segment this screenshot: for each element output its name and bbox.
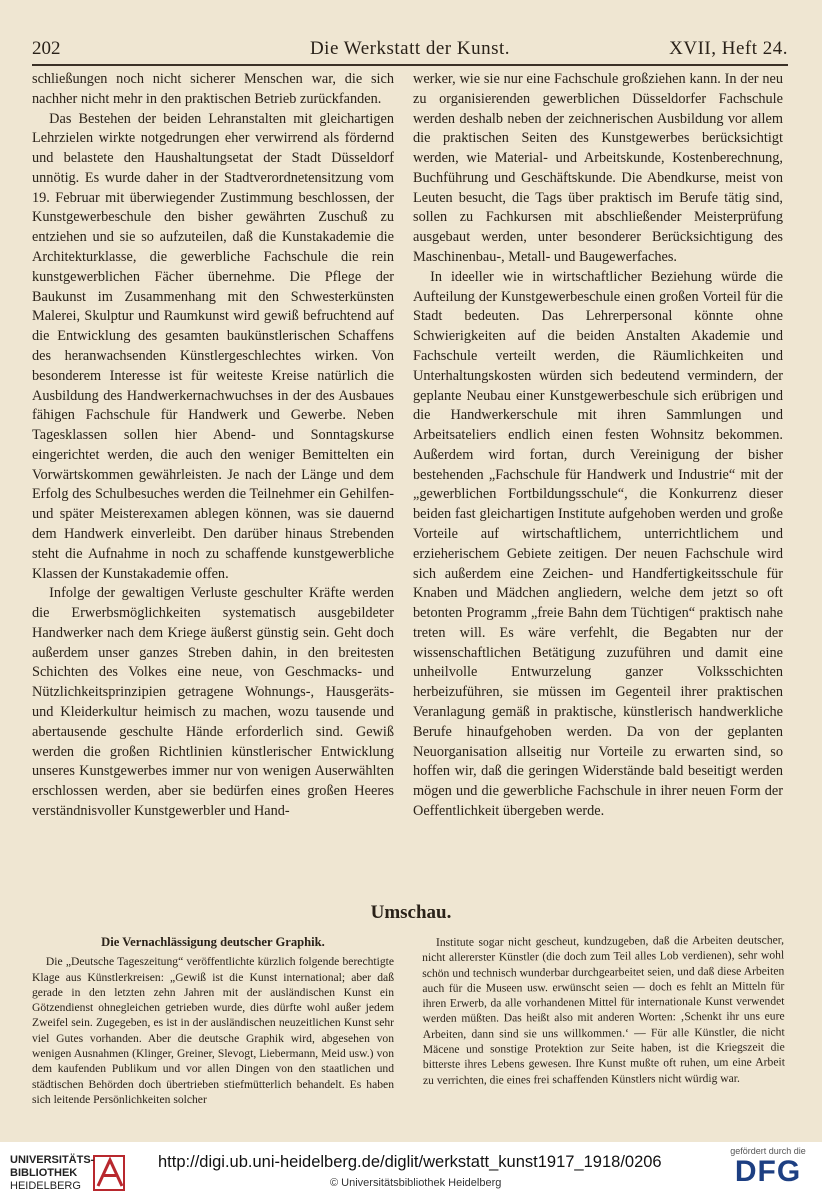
umschau-column-left (32, 935, 394, 1107)
paragraph: Infolge der gewaltigen Verluste geschulter Kräfte werden die Erwerbsmöglichkeiten systematisch ausgebildeter Handwerker nach dem Kriege äußerst günstig sein. Geht doch außerdem unser ganzes Streben dahin, in den breitesten Schichten des Volkes eine neue, von Geschmacks- und Nützlichkeitsprinzipien getragene Wohnungs-, Hausgeräts- und Kleiderkultur heimisch zu machen, wozu tausende und abertausende geschulte Hände erforderlich sind. Gewiß werden die großen Richtlinien künstlerischer Entwicklung unseres Kunstgewerbes immer nur von wenigen Auserwählten erschlossen werden, aber sie bedürfen eines großen Heeres verständnisvoller Kunstgewerbler und Hand- (32, 585, 394, 819)
text-column-right (413, 70, 783, 822)
paragraph: schließungen noch nicht sicherer Menschen war, die sich nachher nicht mehr in den praktischen Betrieb zurückfanden. (32, 71, 394, 107)
paragraph: Das Bestehen der beiden Lehranstalten mit gleichartigen Lehrzielen wirkte notgedrungen eher verwirrend als fördernd und belastete den Haushaltungsetat der Stadt Düsseldorf unnötig. Es wurde daher in der Stadtverordnetensitzung vom 19. Februar mit überwiegender Zustimmung beschlossen, der Kunstgewerbeschule den bisher gewährten Zuschuß zu entziehen und sie so aufzuteilen, daß die Kunstakademie die Architekturklasse, die gewerbliche Fachschule die rein kunstgewerblichen Fächer übernehme. Die Pflege der Baukunst im Zusammenhang mit den Schwesterkünsten Malerei, Skulptur und Raumkunst wird gewiß befruchtend auf die Entwicklung des gesamten baukünstlerischen Schaffens des heranwachsenden Künstlergeschlechtes wirken. Von besonderem Interesse ist für weiteste Kreise natürlich die Ausbildung des Handwerkernachwuchses in der des Ausbaues fähigen Fachschule für Handwerk und Gewerbe. Neben Tagesklassen sollen hier Abend- und Sonntagskurse eingerichtet werden, die auch den weniger Bemittelten ein Vorwärtskommen gewährleisten. Je nach der Länge und dem Erfolg des Schulbesuches werden die Teilnehmer ein Gehilfen- und später Meisterexamen ablegen können, was sie dauernd dem Handwerk einverleibt. Den darüber hinaus Strebenden steht die Aufnahme in noch zu schaffende kunstgewerbliche Klassen der Kunstakademie offen. (32, 110, 394, 582)
section-title: Umschau. (370, 902, 452, 923)
dfg-logo[interactable] (728, 1146, 808, 1196)
article-subhead: Die Vernachlässigung deutscher Graphik. (101, 935, 325, 949)
text-column-left (32, 70, 394, 822)
permalink-url[interactable]: http://digi.ub.uni-heidelberg.de/diglit/werkstatt_kunst1917_1918/0206 (158, 1153, 662, 1171)
umschau-column-right (422, 932, 785, 1087)
dfg-wordmark: DFG (734, 1155, 802, 1188)
page-header (32, 36, 788, 62)
library-name: UNIVERSITÄTS- BIBLIOTHEK HEIDELBERG (10, 1154, 95, 1192)
issue-label: XVII, Heft 24. (669, 38, 788, 59)
copyright-notice: © Universitätsbibliothek Heidelberg (330, 1177, 502, 1189)
header-rule (32, 64, 788, 66)
paragraph: In ideeller wie in wirtschaftlicher Beziehung würde die Aufteilung der Kunstgewerbeschule einen großen Vorteil für die Stadt bedeuten. Das Lehrerpersonal könnte ohne Schwierigkeiten auf die beiden Anstalten Akademie und Fachschule verteilt werden, die Räumlichkeiten und Unterhaltungskosten würden sich bedeutend vermindern, der geplante Neubau einer Kunstgewerbeschule sich erübrigen und die Handwerkerschule mit ihren Sammlungen und Arbeitsateliers endlich einen festen Wohnsitz bekommen. Außerdem wird fortan, durch Vereinigung der bisher bestehenden „Fachschule für Handwerk und Industrie“ mit der „gewerblichen Fortbildungsschule“, die Konkurrenz dieser beiden fast gleichartigen Institute aufgehoben werden und große Vorteile auf wirtschaftlichem, unterrichtlichem und erzieherischem Gebiete zeitigen. Der neuen Fachschule wird sich außerdem eine Zeichen- und Handfertigkeitsschule für Knaben und Mädchen angliedern, welche dem jetzt so oft betonten Programm „freie Bahn dem Tüchtigen“ praktisch nahe treten will. Es wäre verfehlt, die Begabten nur der wissenschaftlichen Betätigung zuzuführen und damit eine unheilvolle Entwurzelung ganzer Volksschichten herbeizuführen, sie müssen im Gegenteil ihrer praktischen Veranlagung gemäß in praktische, künstlerisch handwerkliche Berufe hinaufgehoben werden. Da von der geplanten Neuorganisation allseitig nur Vorteile zu erwarten sind, so hoffen wir, daß die geringen Widerstände bald beseitigt werden mögen und die gewerbliche Fachschule in ihrer neuen Form der Oeffentlichkeit übergeben werde. (413, 268, 783, 819)
funded-by-label: gefördert durch die (730, 1146, 806, 1156)
library-emblem-icon (90, 1150, 130, 1194)
paragraph: werker, wie sie nur eine Fachschule großziehen kann. In der neu zu organisierenden gewerblichen Düsseldorfer Fachschule werden deshalb neben der zeichnerischen Ausbildung vor allem die praktischen Seiten des Kunstgewerbes berücksichtigt werden, wie Material- und Arbeitskunde, Kostenberechnung, Buchführung und Geschäftskunde. Die Abendkurse, meist von Leuten besucht, die Tags über praktisch im Berufe tätig sind, sollen zu Fachkursen mit abschließender Meisterprüfung ausgebaut werden, unter besonderer Berücksichtigung des Maschinenbau-, Metall- und Baugewerfaches. (413, 71, 783, 266)
paragraph: Die „Deutsche Tageszeitung“ veröffentlichte kürzlich folgende berechtigte Klage aus Künstlerkreisen: „Gewiß ist die Kunst international; aber daß gerade in den letzten zehn Jahren mit der ausländischen Kunst ein Götzendienst ohnegleichen getrieben wurde, dies dürfte wohl außer jedem Zweifel sein. Zugegeben, es ist in der ausländischen neuzeitlichen Kunst sehr viel Gutes vorhanden. Aber die deutsche Graphik wird, abgesehen von wenigen Ausnahmen (Klinger, Greiner, Slevogt, Liebermann, Meid usw.) von dem kaufenden Publikum und vor allen Dingen von den staatlichen und städtischen Behörden doch übertrieben stiefmütterlich behandelt. Es haben sich leitende Persönlichkeiten solcher (32, 955, 394, 1106)
library-logo[interactable] (10, 1150, 150, 1194)
paragraph: Institute sogar nicht gescheut, kundzugeben, daß die Arbeiten deutscher, nicht allererster Künstler (die doch zum Teil alles Lob verdienen), sehr wohl schön und technisch wunderbar durchgearbeitet seien, und daß diese Arbeiten auch für die Museen usw. erwünscht seien — doch es fehlt an Mitteln für ihren Erwerb, da alle vorhandenen Mittel für internationale Kunst verwendet werden müßten. Das heißt also mit anderen Worten: ‚Schenkt ihr uns eure Arbeiten, dann sind sie uns willkommen.‘ — Für alle Künstler, die nicht Mäcene und sonstige Protektion zur Seite haben, ist die Kriegszeit die bitterste ihres Lebens gewesen. Ihre Kunst mußte oft ruhen, um eine Arbeit zu verrichten, die eines frei schaffenden Künstlers nicht würdig war. (422, 933, 785, 1087)
running-title: Die Werkstatt der Kunst. (309, 38, 511, 59)
viewer-footer (0, 1142, 822, 1201)
page-number: 202 (32, 38, 61, 59)
